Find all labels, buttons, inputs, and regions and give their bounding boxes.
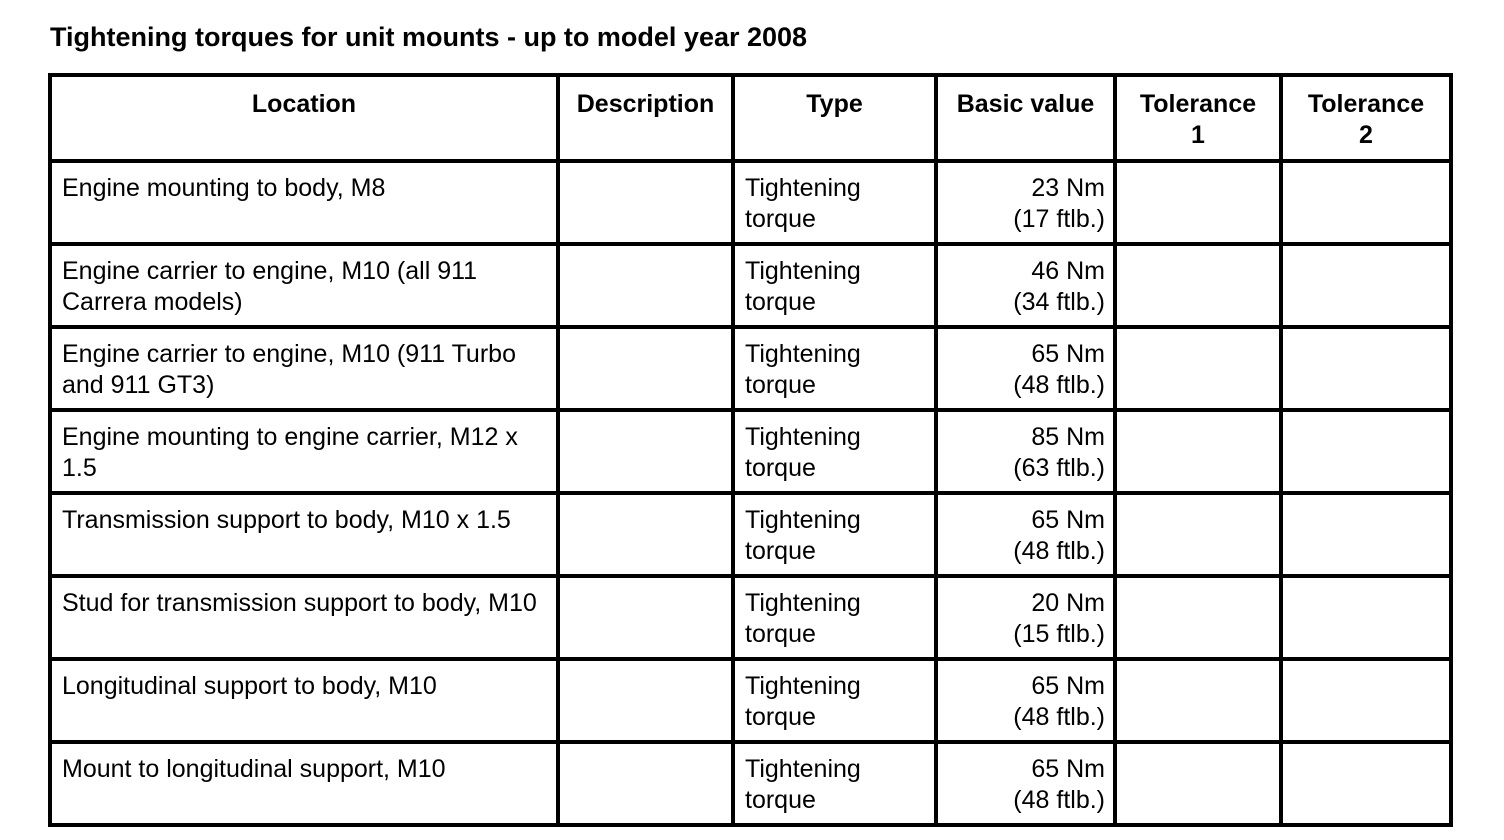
cell-description: [558, 161, 733, 244]
cell-description: [558, 327, 733, 410]
cell-type: [733, 493, 936, 576]
cell-basic-value: [936, 410, 1115, 493]
cell-location: Engine mounting to engine carrier, M12 x 1.5: [50, 410, 558, 493]
cell-nm: 85 Nm: [1031, 423, 1105, 451]
table-body: [50, 161, 1451, 825]
page-title: Tightening torques for unit mounts - up to model year 2008: [50, 22, 808, 52]
cell-description: [558, 244, 733, 327]
cell-tolerance-1: [1115, 576, 1281, 659]
cell-ftlb: (48 ftlb.): [1013, 371, 1105, 399]
table-row: [50, 576, 1451, 659]
cell-location: Stud for transmission support to body, M10: [50, 576, 558, 659]
cell-description: [558, 742, 733, 825]
cell-nm: 65 Nm: [1031, 755, 1105, 783]
cell-type-line2: torque: [745, 786, 816, 814]
cell-description: [558, 659, 733, 742]
cell-type-line1: Tightening: [745, 174, 861, 202]
cell-ftlb: (48 ftlb.): [1013, 786, 1105, 814]
cell-type-line2: torque: [745, 537, 816, 565]
table-row: [50, 742, 1451, 825]
cell-location: Longitudinal support to body, M10: [50, 659, 558, 742]
cell-nm: 65 Nm: [1031, 672, 1105, 700]
cell-ftlb: (48 ftlb.): [1013, 537, 1105, 565]
header-tolerance-1-line1: Tolerance: [1139, 90, 1257, 118]
cell-location: Engine carrier to engine, M10 (911 Turbo and 911 GT3): [50, 327, 558, 410]
header-description: Description: [558, 75, 733, 161]
cell-location: Transmission support to body, M10 x 1.5: [50, 493, 558, 576]
cell-type-line1: Tightening: [745, 589, 861, 617]
cell-tolerance-1: [1115, 244, 1281, 327]
cell-type-line2: torque: [745, 620, 816, 648]
cell-description: [558, 576, 733, 659]
cell-type-line2: torque: [745, 288, 816, 316]
cell-type-line1: Tightening: [745, 423, 861, 451]
cell-type-line1: Tightening: [745, 755, 861, 783]
cell-nm: 20 Nm: [1031, 589, 1105, 617]
cell-ftlb: (48 ftlb.): [1013, 703, 1105, 731]
table-row: [50, 327, 1451, 410]
cell-tolerance-1: [1115, 327, 1281, 410]
cell-nm: 65 Nm: [1031, 506, 1105, 534]
cell-tolerance-1: [1115, 742, 1281, 825]
cell-nm: 46 Nm: [1031, 257, 1105, 285]
cell-tolerance-1: [1115, 493, 1281, 576]
cell-type: [733, 659, 936, 742]
table-row: [50, 244, 1451, 327]
cell-tolerance-2: [1281, 327, 1451, 410]
cell-tolerance-2: [1281, 659, 1451, 742]
table-row: [50, 161, 1451, 244]
header-location: Location: [50, 75, 558, 161]
cell-tolerance-1: [1115, 161, 1281, 244]
cell-basic-value: [936, 161, 1115, 244]
header-tolerance-1-line2: 1: [1191, 121, 1205, 149]
cell-type: [733, 742, 936, 825]
cell-ftlb: (15 ftlb.): [1013, 620, 1105, 648]
table-row: [50, 410, 1451, 493]
cell-type-line2: torque: [745, 205, 816, 233]
table-header-row: [50, 75, 1451, 161]
cell-type-line1: Tightening: [745, 340, 861, 368]
cell-description: [558, 493, 733, 576]
cell-type: [733, 410, 936, 493]
cell-tolerance-1: [1115, 659, 1281, 742]
cell-location: Mount to longitudinal support, M10: [50, 742, 558, 825]
cell-type: [733, 576, 936, 659]
cell-basic-value: [936, 493, 1115, 576]
table-row: [50, 659, 1451, 742]
cell-tolerance-2: [1281, 576, 1451, 659]
cell-ftlb: (17 ftlb.): [1013, 205, 1105, 233]
header-tolerance-2-line2: 2: [1359, 121, 1373, 149]
cell-tolerance-2: [1281, 493, 1451, 576]
cell-basic-value: [936, 327, 1115, 410]
cell-tolerance-2: [1281, 742, 1451, 825]
header-tolerance-2-line1: Tolerance: [1307, 90, 1425, 118]
table-row: [50, 493, 1451, 576]
cell-location: Engine carrier to engine, M10 (all 911 Carrera models): [50, 244, 558, 327]
cell-basic-value: [936, 244, 1115, 327]
cell-tolerance-1: [1115, 410, 1281, 493]
cell-type: [733, 244, 936, 327]
cell-nm: 23 Nm: [1031, 174, 1105, 202]
cell-tolerance-2: [1281, 161, 1451, 244]
cell-type: [733, 161, 936, 244]
cell-nm: 65 Nm: [1031, 340, 1105, 368]
torque-table: [48, 73, 1453, 827]
cell-tolerance-2: [1281, 244, 1451, 327]
cell-location: Engine mounting to body, M8: [50, 161, 558, 244]
cell-basic-value: [936, 576, 1115, 659]
cell-type-line1: Tightening: [745, 672, 861, 700]
cell-type-line2: torque: [745, 703, 816, 731]
cell-type-line1: Tightening: [745, 506, 861, 534]
cell-type-line1: Tightening: [745, 257, 861, 285]
header-basic-value: Basic value: [936, 75, 1115, 161]
cell-ftlb: (63 ftlb.): [1013, 454, 1105, 482]
cell-type: [733, 327, 936, 410]
cell-tolerance-2: [1281, 410, 1451, 493]
cell-basic-value: [936, 659, 1115, 742]
cell-description: [558, 410, 733, 493]
header-type: Type: [733, 75, 936, 161]
cell-ftlb: (34 ftlb.): [1013, 288, 1105, 316]
cell-type-line2: torque: [745, 371, 816, 399]
header-tolerance-1: [1115, 75, 1281, 161]
cell-type-line2: torque: [745, 454, 816, 482]
header-tolerance-2: [1281, 75, 1451, 161]
cell-basic-value: [936, 742, 1115, 825]
